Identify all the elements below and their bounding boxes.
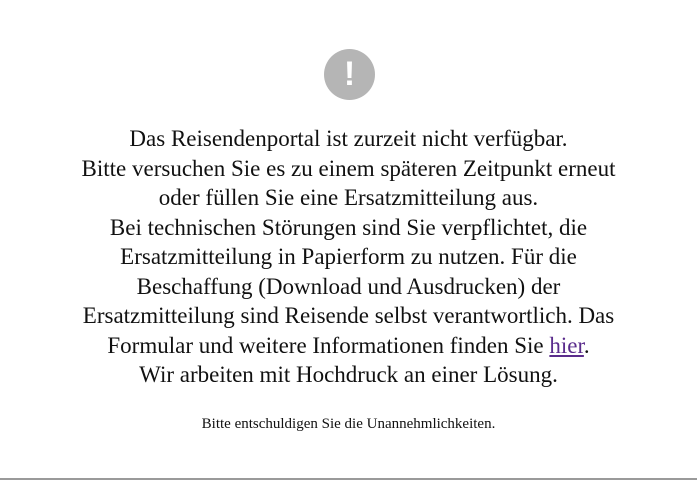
- message-line: Bitte versuchen Sie es zu einem späteren Zeitpunkt erneut: [81, 155, 616, 181]
- message-line: Wir arbeiten mit Hochdruck an einer Lösung.: [139, 362, 558, 387]
- apology-text: Bitte entschuldigen Sie die Unannehmlichkeiten.: [201, 416, 496, 432]
- message-line: Das Reisendenportal ist zurzeit nicht verfügbar.: [129, 126, 568, 151]
- message-line: Beschaffung (Download und Ausdrucken) der: [136, 273, 561, 299]
- link-suffix-text: .: [583, 332, 590, 358]
- message-line: Ersatzmitteilung sind Reisende selbst verantwortlich. Das: [82, 303, 615, 328]
- link-prefix-text: Formular und weitere Informationen finden Sie: [107, 332, 550, 358]
- unavailable-message: [0, 124, 697, 390]
- form-download-link[interactable]: hier: [549, 332, 584, 358]
- message-line-with-link: [0, 331, 697, 361]
- exclamation-icon: !: [324, 49, 375, 100]
- message-line: Ersatzmitteilung in Papierform zu nutzen. Für die: [120, 244, 577, 269]
- message-line: Bei technischen Störungen sind Sie verpflichtet, die: [109, 214, 588, 240]
- message-line: oder füllen Sie eine Ersatzmitteilung aus.: [158, 185, 539, 210]
